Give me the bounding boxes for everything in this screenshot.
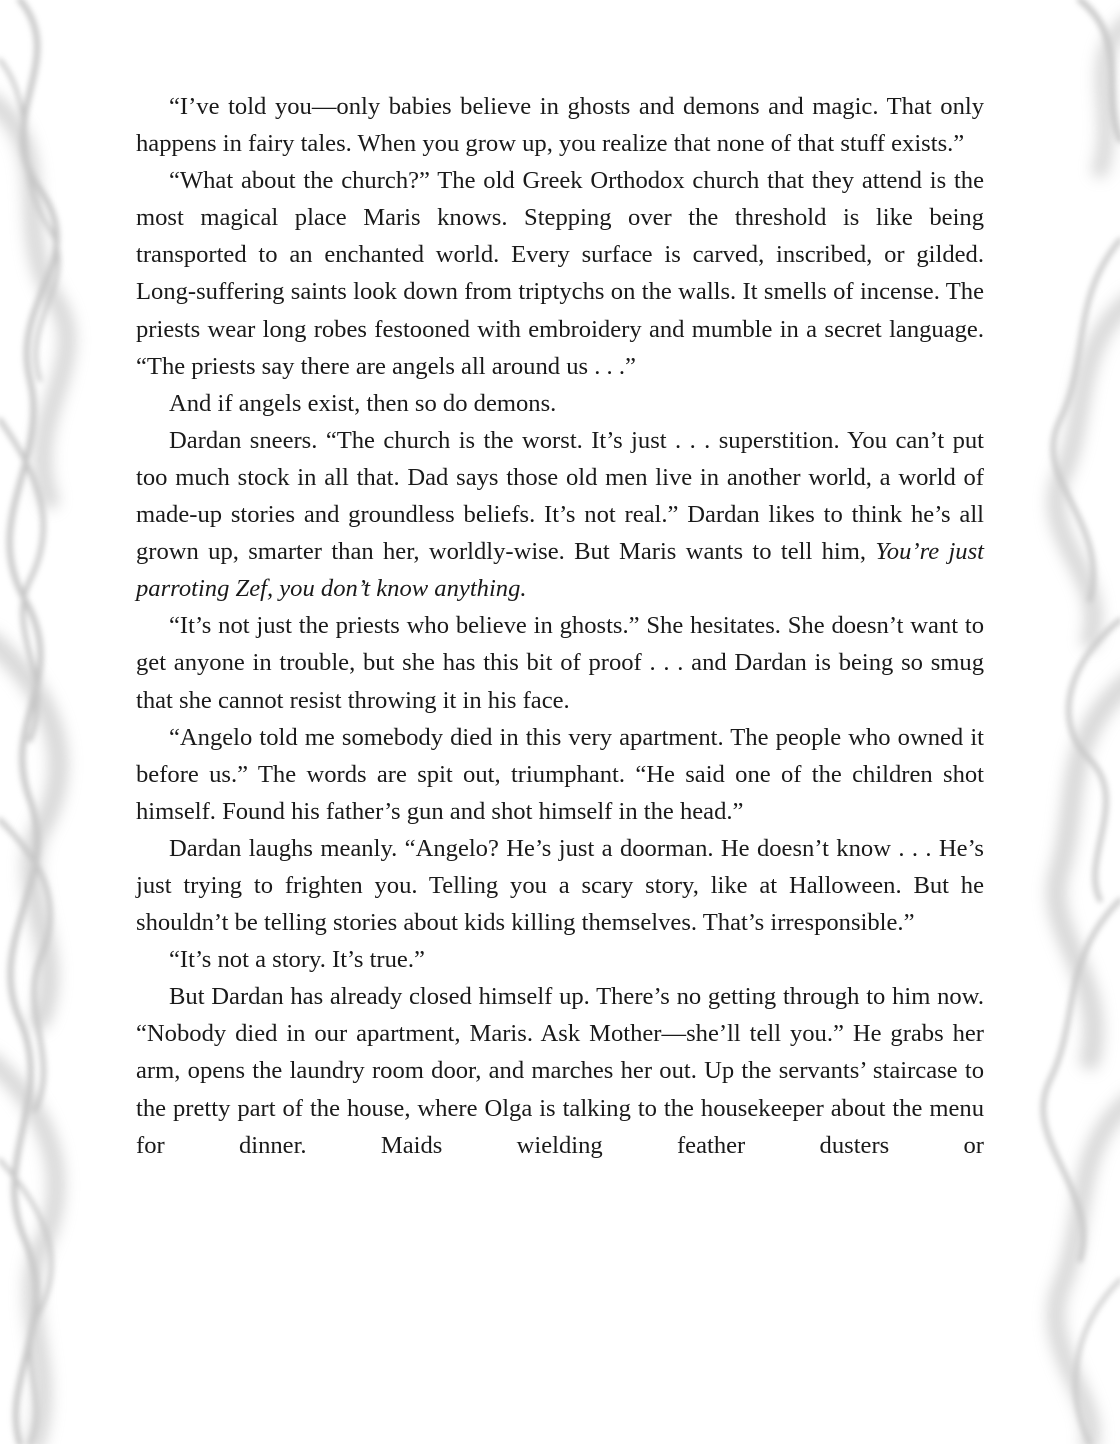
paragraph-4 [136, 422, 984, 607]
paragraph-6: “Angelo told me somebody died in this very apartment. The people who owned it before us.” The words are spit out, triumphant. “He said one of the children shot himself. Found his father’s gun and shot himself in the head.” [136, 723, 984, 825]
paragraph-4-text: Dardan sneers. “The church is the worst. It’s just . . . superstition. You can’t put too much stock in all that. Dad says those old men live in another world, a world of made-up stories and groundless beliefs. It’s not real.” Dardan likes to think he’s all grown up, smarter than her, worldly-wise. But Maris wants to tell him, [136, 426, 984, 566]
paragraph-4-italic-thought: You’re just parroting Zef, you don’t know anything. [136, 538, 984, 603]
paragraph-1: “I’ve told you—only babies believe in ghosts and demons and magic. That only happens in fairy tales. When you grow up, you realize that none of that stuff exists.” [136, 93, 984, 158]
paragraph-7: Dardan laughs meanly. “Angelo? He’s just a doorman. He doesn’t know . . . He’s just trying to frighten you. Telling you a scary story, like at Halloween. But he shouldn’t be telling stories about kids killing themselves. That’s irresponsible.” [136, 834, 984, 937]
paragraph-2: “What about the church?” The old Greek Orthodox church that they attend is the most magical place Maris knows. Stepping over the threshold is like being transported to an enchanted world. Every surface is carved, inscribed, or gilded. Long-suffering saints look down from triptychs on the walls. It smells of incense. The priests wear long robes festooned with embroidery and mumble in a secret language. “The priests say there are angels all around us . . .” [136, 167, 984, 380]
paragraph-5: “It’s not just the priests who believe in ghosts.” She hesitates. She doesn’t want to get anyone in trouble, but she has this bit of proof . . . and Dardan is being so smug that she cannot resist throwing it in his face. [136, 612, 984, 714]
paragraph-8: “It’s not a story. It’s true.” [169, 946, 425, 974]
paragraph-9: But Dardan has already closed himself up. There’s no getting through to him now. “Nobody died in our apartment, Maris. Ask Mother—she’ll tell you.” He grabs her arm, opens the laundry room door, and marches her out. Up the servants’ staircase to the pretty part of the house, where Olga is talking to the housekeeper about the menu for dinner. Maids wielding feather dusters or [136, 983, 984, 1159]
paragraph-3: And if angels exist, then so do demons. [169, 389, 557, 417]
body-text [136, 88, 984, 1164]
